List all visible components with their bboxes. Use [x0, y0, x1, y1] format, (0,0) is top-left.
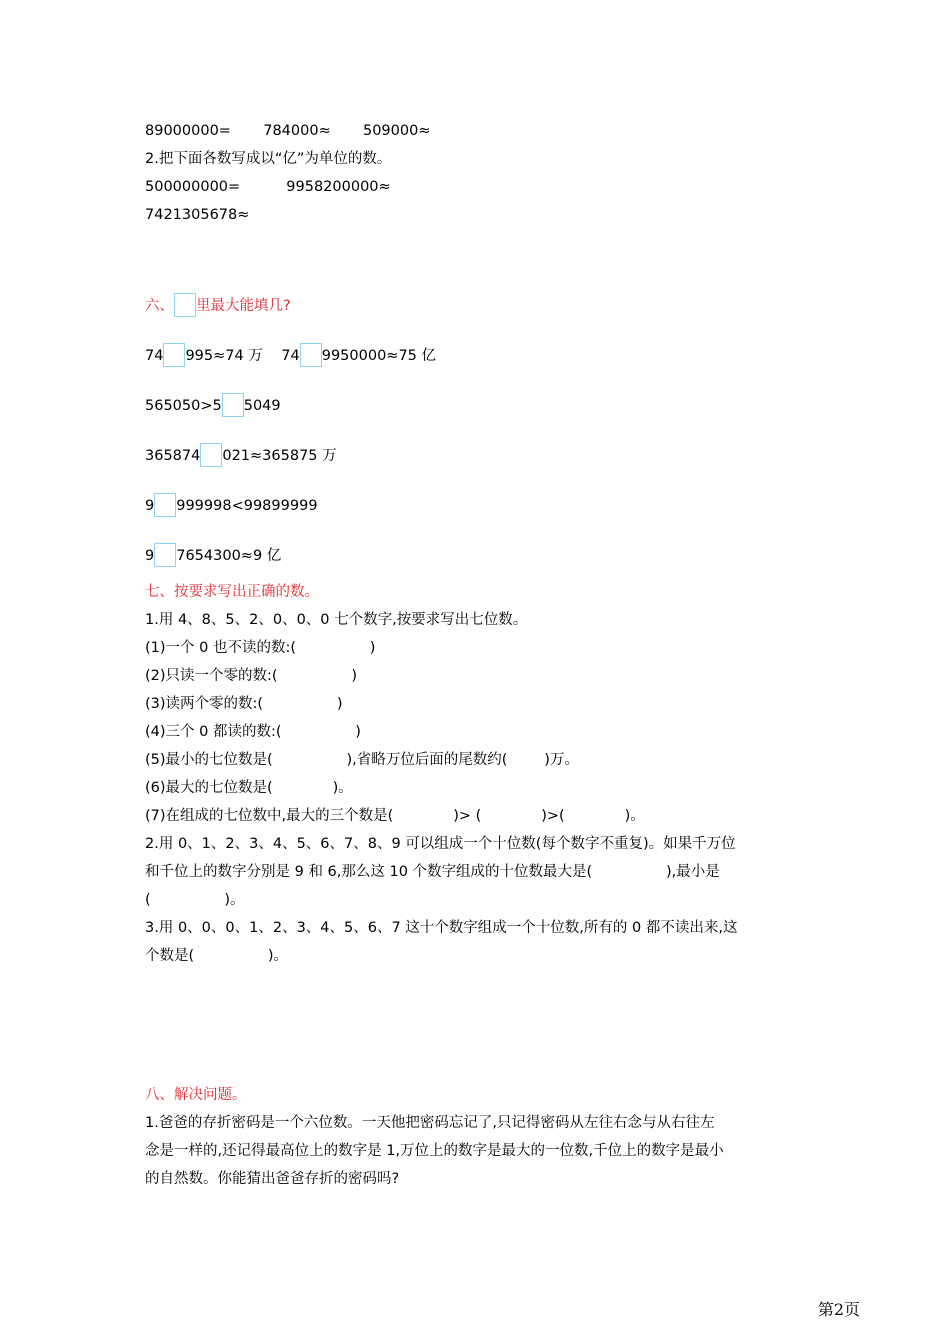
- q2-part-a: 565050>5: [145, 398, 222, 414]
- answer-box[interactable]: [300, 343, 322, 367]
- problem-2-line-2: 和千位上的数字分别是 9 和 6,那么这 10 个数字组成的十位数最大是( ),最小是: [145, 864, 720, 880]
- word-problem-line-2: 念是一样的,还记得最高位上的数字是 1,万位上的数字是最大的一位数,千位上的数字是最小: [145, 1143, 724, 1159]
- fill-question-1: [145, 343, 436, 367]
- q1-part-a: 74: [145, 348, 164, 364]
- answer-box[interactable]: [154, 493, 176, 517]
- problem-2-line-1: 2.用 0、1、2、3、4、5、6、7、8、9 可以组成一个十位数(每个数字不重复)。如果千万位: [145, 836, 736, 852]
- q1-part-c: 9950000≈75 亿: [321, 348, 437, 364]
- problem-3-line-1: 3.用 0、0、0、1、2、3、4、5、6、7 这十个数字组成一个十位数,所有的 0 都不读出来,这: [145, 920, 738, 936]
- answer-box[interactable]: [174, 293, 196, 317]
- fill-question-4: [145, 493, 318, 517]
- problem-1-item-2: (2)只读一个零的数:( ): [145, 668, 357, 684]
- answer-box[interactable]: [200, 443, 222, 467]
- problem-1-item-7: (7)在组成的七位数中,最大的三个数是( )> ( )>( )。: [145, 808, 645, 824]
- answer-box[interactable]: [222, 393, 244, 417]
- section-6-suffix: 里最大能填几?: [196, 298, 291, 314]
- fill-question-2: [145, 393, 281, 417]
- section-6-heading: [145, 293, 291, 317]
- q4-part-b: 999998<99899999: [176, 498, 318, 514]
- q4-part-a: 9: [145, 498, 155, 514]
- q2-part-b: 5049: [243, 398, 281, 414]
- answer-box[interactable]: [163, 343, 185, 367]
- conversion-line-2: 500000000= 9958200000≈: [145, 179, 391, 195]
- q5-part-a: 9: [145, 548, 155, 564]
- question-2-title: 2.把下面各数写成以“亿”为单位的数。: [145, 151, 392, 167]
- section-6-prefix: 六、: [145, 298, 174, 314]
- section-7-heading: 七、按要求写出正确的数。: [145, 584, 319, 600]
- q5-part-b: 7654300≈9 亿: [176, 548, 282, 564]
- problem-1-item-5: (5)最小的七位数是( ),省略万位后面的尾数约( )万。: [145, 752, 579, 768]
- problem-1-item-3: (3)读两个零的数:( ): [145, 696, 343, 712]
- problem-1-item-1: (1)一个 0 也不读的数:( ): [145, 640, 376, 656]
- problem-1-title: 1.用 4、8、5、2、0、0、0 七个数字,按要求写出七位数。: [145, 612, 528, 628]
- word-problem-line-1: 1.爸爸的存折密码是一个六位数。一天他把密码忘记了,只记得密码从左往右念与从右往左: [145, 1115, 715, 1131]
- page-number: 第2页: [817, 1300, 860, 1319]
- q1-part-b: 995≈74 万 74: [185, 348, 300, 364]
- problem-2-line-3: ( )。: [145, 892, 245, 908]
- fill-question-3: [145, 443, 337, 467]
- conversion-line-1: 89000000= 784000≈ 509000≈: [145, 123, 431, 139]
- q3-part-a: 365874: [145, 448, 201, 464]
- conversion-line-3: 7421305678≈: [145, 207, 250, 223]
- fill-question-5: [145, 543, 281, 567]
- problem-1-item-6: (6)最大的七位数是( )。: [145, 780, 353, 796]
- problem-1-item-4: (4)三个 0 都读的数:( ): [145, 724, 361, 740]
- section-8-heading: 八、解决问题。: [145, 1087, 247, 1103]
- problem-3-line-2: 个数是( )。: [145, 948, 289, 964]
- q3-part-b: 021≈365875 万: [222, 448, 337, 464]
- answer-box[interactable]: [154, 543, 176, 567]
- word-problem-line-3: 的自然数。你能猜出爸爸存折的密码吗?: [145, 1171, 400, 1187]
